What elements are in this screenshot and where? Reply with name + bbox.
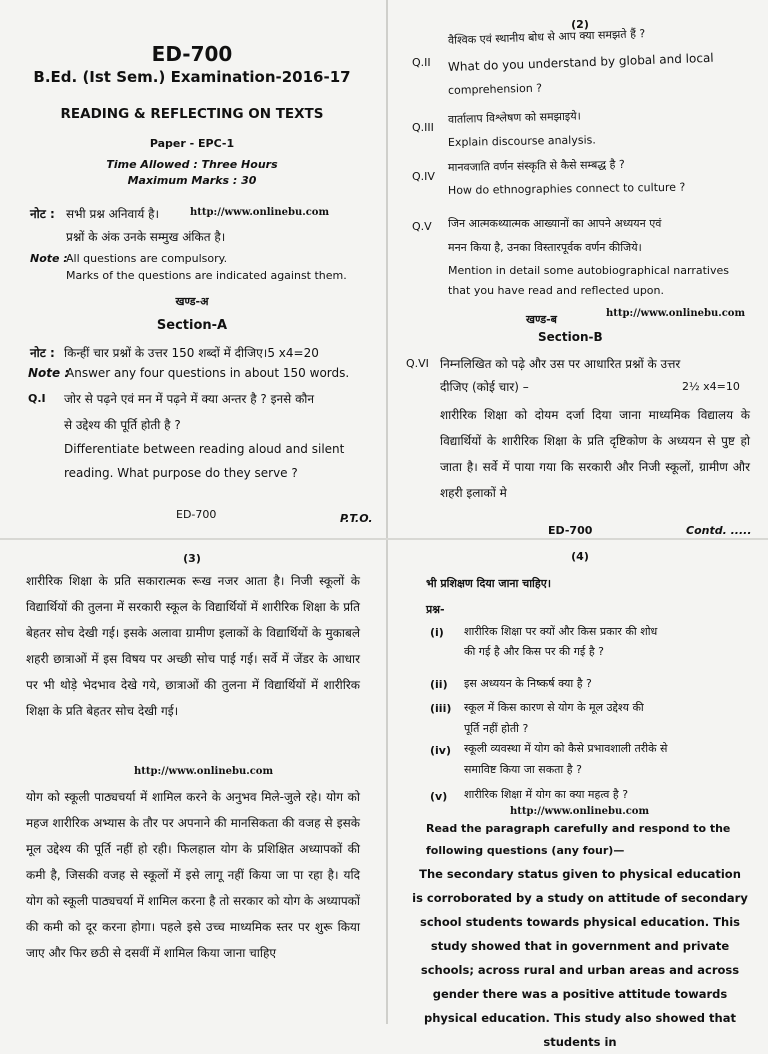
watermark-url: http://www.onlinebu.com	[190, 207, 330, 218]
section-a-hindi: खण्ड-अ	[175, 295, 209, 308]
question-5-hindi-line-2: मनन किया है, उनका विस्तारपूर्वक वर्णन कीजिये।	[448, 241, 642, 254]
subject-title: READING & REFLECTING ON TEXTS	[60, 106, 324, 122]
page-1	[0, 0, 384, 540]
question-1-number: Q.I	[28, 392, 46, 405]
watermark-url: http://www.onlinebu.com	[510, 806, 650, 817]
section-note-english-label: Note :	[28, 366, 70, 380]
sub-question-text: समाविष्ट किया जा सकता है ?	[464, 763, 582, 776]
instruction-line-1: Read the paragraph carefully and respond to the	[426, 822, 731, 835]
watermark-url: http://www.onlinebu.com	[606, 308, 746, 319]
note-hindi-line-1: सभी प्रश्न अनिवार्य है।	[66, 207, 160, 221]
section-note-hindi-label: नोट :	[30, 346, 55, 360]
page-4	[392, 540, 768, 1049]
sub-question-number: (ii)	[430, 678, 448, 691]
paper-name: Paper - EPC-1	[149, 137, 235, 150]
passage-english: The secondary status given to physical education is corroborated by a study on attitude of secondary school students towards physical education. This study showed that in government and private schools; across rural and urban areas and across gender there was a positive attitude towards physical education. This study also showed that students in	[412, 867, 748, 1049]
question-2-hindi: वैश्विक एवं स्थानीय बोध से आप क्या समझते हैं ?	[447, 27, 646, 47]
exam-title: B.Ed. (Ist Sem.) Examination-2016-17	[33, 68, 351, 86]
sub-question-number: (v)	[430, 790, 448, 803]
note-english-line-1: All questions are compulsory.	[66, 252, 228, 265]
question-1-english-line-1: Differentiate between reading aloud and silent	[64, 442, 345, 456]
note-hindi-line-2: प्रश्नों के अंक उनके सम्मुख अंकित है।	[66, 230, 226, 244]
sub-question-text: इस अध्ययन के निष्कर्ष क्या है ?	[464, 677, 592, 690]
question-6-hindi-line-1: निम्नलिखित को पढ़े और उस पर आधारित प्रश्नों के उत्तर	[440, 357, 681, 371]
question-2-english-line-1: What do you understand by global and local	[447, 50, 714, 74]
sub-question-text: स्कूली व्यवस्था में योग को कैसे प्रभावशाली तरीके से	[464, 742, 668, 755]
sub-question-number: (iv)	[430, 744, 451, 757]
page-number: (4)	[571, 550, 589, 563]
footer-pto: P.T.O.	[340, 512, 373, 525]
section-note-hindi: किन्हीं चार प्रश्नों के उत्तर 150 शब्दों में दीजिए।5 x4=20	[64, 346, 319, 360]
question-2-english-line-2: comprehension ?	[447, 81, 543, 97]
sub-question-text: स्कूल में किस कारण से योग के मूल उद्देश्य की	[464, 701, 644, 714]
page-2	[392, 0, 768, 540]
sub-question-text: शारीरिक शिक्षा पर क्यों और किस प्रकार की शोध	[464, 625, 658, 638]
sub-question-text: की गई है और किस पर की गई है ?	[464, 645, 605, 658]
footer-code: ED-700	[176, 508, 217, 521]
page-number: (3)	[183, 552, 201, 565]
passage-paragraph-1: शारीरिक शिक्षा के प्रति सकारात्मक रूख नजर आता है। निजी स्कूलों के विद्यार्थियों की तुलना में सरकारी स्कूल के विद्यार्थियों में शारीरिक शिक्षा के प्रति बेहतर सोच देखी गई। इसके अलावा ग्रामीण इलाकों के विद्यार्थियों के मुकाबले शहरी छात्राओं में इस विषय पर अच्छी सोच पाई गई। सर्वे में जेंडर के आधार पर भी थोड़े भेदभाव देखे गये, छात्राओं की तुलना में विद्यार्थियों में शारीरिक शिक्षा के प्रति बेहतर सोच देखी गई।	[26, 574, 360, 718]
question-4-hindi: मानवजाति वर्णन संस्कृति से कैसे सम्बद्ध है ?	[447, 157, 625, 174]
question-3-hindi: वार्तालाप विश्लेषण को समझाइये।	[447, 109, 581, 126]
sub-question-text: पूर्ति नहीं होती ?	[464, 722, 529, 735]
question-1-english-line-2: reading. What purpose do they serve ?	[64, 466, 298, 480]
footer-contd: Contd. .....	[686, 524, 752, 537]
sub-question-number: (iii)	[430, 702, 452, 715]
question-6-marks: 2½ x4=10	[682, 380, 740, 393]
question-1-hindi-line-2: से उद्देश्य की पूर्ति होती है ?	[64, 418, 181, 432]
question-3-number: Q.III	[412, 121, 434, 134]
note-hindi-label: नोट :	[30, 207, 55, 221]
question-3-english: Explain discourse analysis.	[447, 133, 596, 149]
page-number: (2)	[571, 18, 589, 31]
question-4-english: How do ethnographies connect to culture ?	[447, 180, 686, 197]
question-4-number: Q.IV	[412, 170, 435, 183]
question-1-hindi-line-1: जोर से पढ़ने एवं मन में पढ़ने में क्या अन्तर है ? इनसे कौन	[64, 392, 315, 406]
question-6-number: Q.VI	[406, 357, 429, 370]
section-b-title: Section-B	[538, 330, 603, 344]
maximum-marks: Maximum Marks : 30	[127, 174, 257, 187]
instruction-line-2: following questions (any four)—	[426, 844, 625, 857]
page-divider-vertical	[386, 0, 388, 1024]
question-5-english-line-1: Mention in detail some autobiographical narratives	[448, 264, 729, 277]
question-5-english-line-2: that you have read and reflected upon.	[448, 284, 664, 297]
paper-code: ED-700	[151, 42, 233, 66]
passage-paragraph-2: योग को स्कूली पाठ्यचर्या में शामिल करने के अनुभव मिले-जुले रहे। योग को महज शारीरिक अभ्यास के तौर पर अपनाने की मानसिकता की वजह से इसके मूल उद्देश्य की पूर्ति नहीं हो रही। फिलहाल योग के प्रशिक्षित अध्यापकों की कमी है, जिसकी वजह से स्कूलों में इसे लागू नहीं किया जा पा रहा है। यदि योग को स्कूली पाठ्यचर्या में शामिल करना है तो सरकार को योग के अध्यापकों की कमी को दूर करना होगा। पहले इसे उच्च माध्यमिक स्तर पर शुरू किया जाए और फिर छठी से दसवीं में शामिल किया जाना चाहिए	[26, 790, 360, 960]
question-5-number: Q.V	[412, 220, 432, 233]
questions-label: प्रश्न-	[426, 603, 445, 616]
passage-hindi: शारीरिक शिक्षा को दोयम दर्जा दिया जाना माध्यमिक विद्यालय के विद्यार्थियों के शारीरिक शिक्षा के प्रति दृष्टिकोण के अध्ययन से पुष्ट हो जाता है। सर्वे में पाया गया कि सरकारी और निजी स्कूलों, ग्रामीण और शहरी इलाकों मे	[440, 408, 750, 500]
question-2-number: Q.II	[412, 56, 431, 69]
page-3	[0, 540, 384, 1024]
sub-question-number: (i)	[430, 626, 444, 639]
section-a-title: Section-A	[156, 318, 228, 333]
section-note-english: Answer any four questions in about 150 words.	[66, 366, 350, 380]
time-allowed: Time Allowed : Three Hours	[106, 158, 278, 171]
footer-code: ED-700	[548, 524, 593, 537]
passage-continuation: भी प्रशिक्षण दिया जाना चाहिए।	[426, 577, 551, 590]
question-6-hindi-line-2: दीजिए (कोई चार) –	[440, 380, 529, 394]
note-english-line-2: Marks of the questions are indicated against them.	[66, 269, 347, 282]
section-b-hindi: खण्ड-ब	[526, 313, 557, 326]
question-5-hindi-line-1: जिन आत्मकथ्यात्मक आख्यानों का आपने अध्ययन एवं	[448, 217, 662, 230]
sub-question-text: शारीरिक शिक्षा में योग का क्या महत्व है ?	[464, 788, 629, 801]
watermark-url: http://www.onlinebu.com	[134, 766, 274, 777]
note-english-label: Note :	[30, 252, 68, 265]
